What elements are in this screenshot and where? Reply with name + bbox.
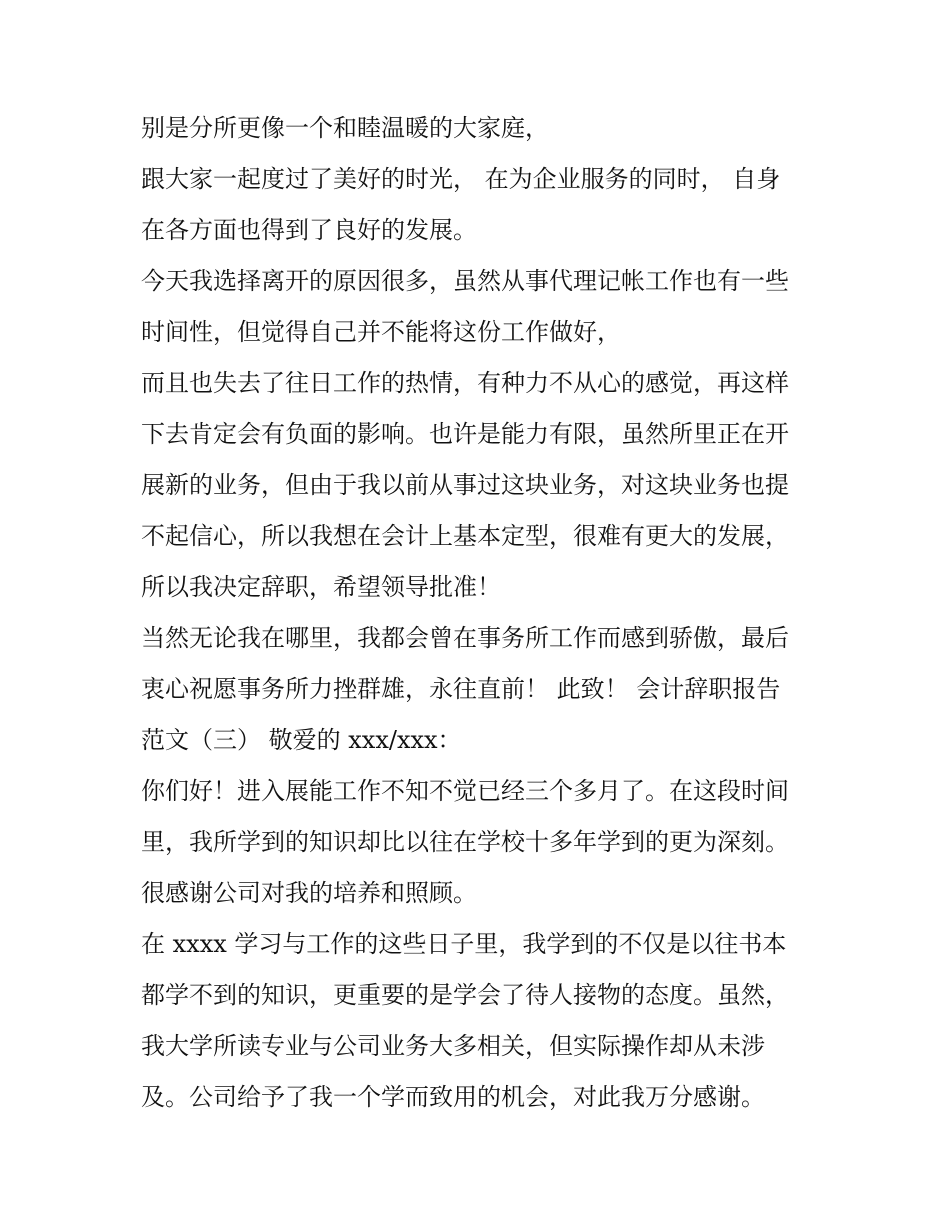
text-line: 别是分所更像一个和睦温暖的大家庭， [141,114,549,142]
text-line: 不起信心，所以我想在会计上基本定型，很难有更大的发展， [141,522,789,550]
text-line: 范文（三） 敬爱的 xxx/xxx： [141,726,462,754]
text-line: 下去肯定会有负面的影响。也许是能力有限，虽然所里正在开 [141,420,789,448]
text-line: 很感谢公司对我的培养和照顾。 [141,879,477,907]
text-line: 衷心祝愿事务所力挫群雄，永往直前！ 此致！ 会计辞职报告 [141,675,781,703]
text-line: 展新的业务，但由于我以前从事过这块业务，对这块业务也提 [141,471,789,499]
text-line: 时间性，但觉得自己并不能将这份工作做好， [141,318,621,346]
text-line: 在 xxxx 学习与工作的这些日子里，我学到的不仅是以往书本 [141,930,787,958]
text-line: 里，我所学到的知识却比以往在学校十多年学到的更为深刻。 [141,828,789,856]
text-line: 你们好！进入展能工作不知不觉已经三个多月了。在这段时间 [141,777,789,805]
document-body [141,103,831,1123]
text-line: 及。公司给予了我一个学而致用的机会，对此我万分感谢。 [141,1083,765,1111]
text-line: 当然无论我在哪里，我都会曾在事务所工作而感到骄傲，最后 [141,624,789,652]
text-line: 都学不到的知识，更重要的是学会了待人接物的态度。虽然， [141,981,789,1009]
text-line: 今天我选择离开的原因很多，虽然从事代理记帐工作也有一些 [141,267,789,295]
text-line: 而且也失去了往日工作的热情，有种力不从心的感觉，再这样 [141,369,789,397]
text-line: 所以我决定辞职，希望领导批准！ [141,573,501,601]
text-line: 跟大家一起度过了美好的时光， 在为企业服务的同时， 自身 [141,165,781,193]
text-line: 在各方面也得到了良好的发展。 [141,216,477,244]
text-line: 我大学所读专业与公司业务大多相关，但实际操作却从未涉 [141,1032,765,1060]
